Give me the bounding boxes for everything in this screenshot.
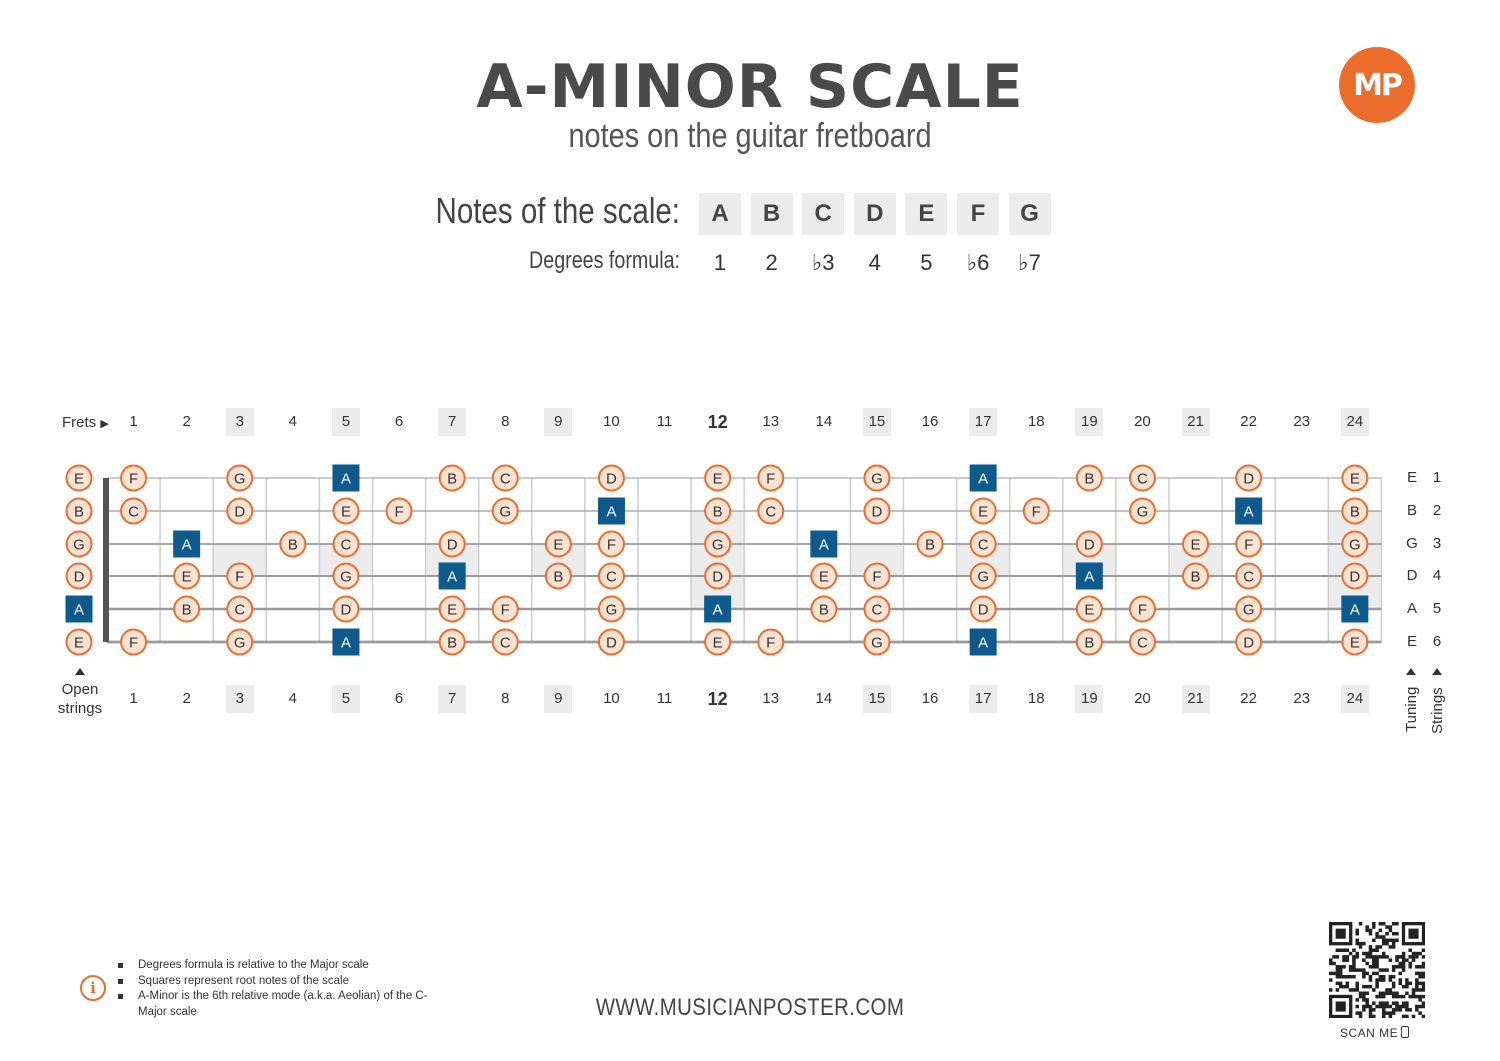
note-label: F: [766, 634, 776, 652]
note-label: A: [712, 601, 723, 619]
note-label: A: [818, 536, 829, 554]
scan-me-text: SCAN ME: [1340, 1026, 1399, 1040]
open-strings-arrow-icon: [75, 668, 85, 675]
scale-degree-4: 5: [920, 250, 933, 275]
open-strings-label: Open strings: [57, 681, 103, 717]
tuning-note: E: [1406, 633, 1417, 650]
bottom-fret-number: 5: [332, 685, 360, 713]
note-label: C: [340, 536, 352, 554]
bottom-fret-number: 23: [1293, 690, 1311, 707]
bottom-fret-number: 1: [129, 690, 138, 707]
note-label: D: [606, 470, 617, 488]
note-label: D: [73, 568, 85, 586]
string-number: 2: [1432, 502, 1442, 519]
note-label: G: [711, 536, 724, 554]
top-fret-number: 21: [1182, 408, 1210, 436]
note-label: D: [1243, 470, 1255, 488]
note-label: G: [1136, 503, 1149, 521]
scale-degree-3: 4: [868, 250, 881, 275]
note-label: F: [128, 634, 139, 652]
scale-note-1: B: [751, 193, 793, 235]
bottom-fret-number: 10: [603, 690, 620, 707]
info-icon: i: [80, 975, 106, 1001]
scale-degree-2: ♭3: [811, 250, 835, 275]
note-label: F: [1137, 601, 1148, 619]
frets-label-text: Frets: [62, 414, 97, 431]
note-label: F: [606, 536, 617, 554]
note-label: E: [818, 568, 829, 586]
note-label: E: [73, 634, 85, 652]
qr-code[interactable]: [1329, 922, 1425, 1018]
bottom-fret-number: 18: [1027, 690, 1045, 707]
note-label: C: [128, 503, 139, 521]
note-label: E: [712, 634, 723, 652]
bottom-fret-number: 13: [762, 690, 780, 707]
page-title: A-MINOR SCALE: [476, 52, 1024, 122]
note-label: B: [287, 536, 298, 554]
top-fret-number: 24: [1341, 408, 1369, 436]
bottom-fret-number: 4: [288, 690, 298, 707]
bottom-fret-number: 22: [1240, 690, 1257, 707]
note-label: F: [128, 470, 139, 488]
top-fret-number: 6: [394, 413, 404, 430]
note-label: G: [1242, 601, 1255, 619]
tuning-label: Tuning: [1403, 686, 1420, 732]
note-label: A: [447, 568, 458, 586]
note-label: A: [340, 634, 351, 652]
note-label: A: [340, 470, 351, 488]
note-label: G: [499, 503, 512, 521]
bottom-fret-number: 9: [544, 685, 572, 713]
footnote-item: Squares represent root notes of the scale: [118, 974, 428, 990]
top-fret-number: 1: [129, 413, 138, 430]
note-label: E: [73, 470, 85, 488]
website-url[interactable]: WWW.MUSICIANPOSTER.COM: [595, 994, 905, 1021]
string-number: 4: [1432, 567, 1442, 584]
note-label: D: [1349, 568, 1361, 586]
note-label: F: [235, 568, 245, 586]
note-label: D: [340, 601, 352, 619]
note-label: F: [394, 503, 404, 521]
note-label: C: [1137, 634, 1148, 652]
note-label: G: [233, 470, 246, 488]
bottom-fret-number: 12: [707, 689, 728, 709]
note-label: E: [1190, 536, 1201, 554]
note-label: C: [606, 568, 617, 586]
tuning-arrow-icon: [1406, 668, 1416, 675]
tuning-note: D: [1406, 567, 1418, 584]
scale-degree-6: ♭7: [1018, 250, 1041, 275]
note-label: B: [925, 536, 936, 554]
note-label: A: [1243, 503, 1254, 521]
note-label: E: [1084, 601, 1095, 619]
note-label: G: [340, 568, 352, 586]
note-label: C: [234, 601, 246, 619]
bottom-fret-number: 11: [656, 690, 673, 707]
footnote-item: A-Minor is the 6th relative mode (a.k.a. Aeolian) of the C-Major scale: [118, 989, 428, 1020]
footnote-item: Degrees formula is relative to the Major scale: [118, 958, 428, 974]
note-label: G: [871, 470, 883, 488]
bottom-fret-number: 7: [438, 685, 466, 713]
note-label: G: [233, 634, 246, 652]
note-label: D: [606, 634, 617, 652]
note-label: G: [605, 601, 618, 619]
note-label: C: [871, 601, 883, 619]
top-fret-number: 5: [332, 408, 360, 436]
bottom-fret-number: 6: [394, 690, 404, 707]
top-fret-number: 13: [762, 413, 780, 430]
note-label: E: [340, 503, 351, 521]
note-label: E: [712, 470, 723, 488]
note-label: F: [766, 470, 776, 488]
top-fret-number: 11: [656, 413, 673, 430]
top-fret-number: 12: [707, 412, 728, 432]
notes-of-scale-label: Notes of the scale:: [435, 190, 680, 231]
scale-note-0: A: [699, 193, 741, 235]
top-fret-number: 17: [969, 408, 997, 436]
note-label: D: [446, 536, 458, 554]
note-label: B: [1084, 470, 1095, 488]
note-label: A: [978, 634, 989, 652]
bottom-fret-number: 15: [863, 685, 891, 713]
degrees-formula-label: Degrees formula:: [529, 247, 680, 274]
tuning-note: E: [1406, 469, 1417, 486]
top-fret-number: 15: [863, 408, 891, 436]
note-label: E: [1349, 470, 1360, 488]
scale-degree-5: ♭6: [966, 250, 990, 275]
strings-arrow-icon: [1432, 668, 1442, 675]
tuning-note: G: [1406, 535, 1418, 552]
tuning-note: B: [1406, 502, 1417, 519]
note-label: G: [1349, 536, 1361, 554]
note-label: C: [1137, 470, 1148, 488]
bottom-fret-number: 8: [501, 690, 510, 707]
note-label: E: [181, 568, 192, 586]
note-label: A: [73, 601, 85, 619]
string-number: 3: [1432, 535, 1442, 552]
note-label: C: [765, 503, 777, 521]
note-label: C: [499, 470, 511, 488]
note-label: D: [234, 503, 246, 521]
string-number: 6: [1432, 633, 1442, 650]
string-number: 1: [1432, 469, 1442, 486]
note-label: F: [1244, 536, 1254, 554]
scale-note-4: E: [905, 193, 947, 235]
top-fret-number: 20: [1134, 413, 1151, 430]
top-fret-number: 4: [288, 413, 298, 430]
scale-note-5: F: [957, 193, 999, 235]
string-number: 5: [1432, 600, 1442, 617]
scan-me-label: [1340, 1026, 1409, 1040]
top-fret-number: 7: [438, 408, 466, 436]
fret-marker-12: [691, 511, 744, 609]
note-label: E: [1349, 634, 1360, 652]
bottom-fret-number: 16: [921, 690, 939, 707]
note-label: B: [447, 634, 458, 652]
note-label: F: [1031, 503, 1041, 521]
scale-degree-0: 1: [713, 250, 727, 275]
note-label: A: [978, 470, 989, 488]
note-label: E: [978, 503, 989, 521]
top-fret-number: 22: [1240, 413, 1257, 430]
bottom-fret-number: 19: [1075, 685, 1103, 713]
bottom-fret-number: 20: [1134, 690, 1151, 707]
fret-marker-24: [1328, 511, 1381, 609]
note-label: F: [872, 568, 882, 586]
top-fret-number: 10: [603, 413, 620, 430]
note-label: A: [1084, 568, 1095, 586]
note-label: A: [606, 503, 617, 521]
nut: [103, 478, 109, 642]
top-fret-number: 19: [1075, 408, 1103, 436]
note-label: C: [1243, 568, 1255, 586]
top-fret-number: 8: [501, 413, 510, 430]
bottom-fret-number: 3: [226, 685, 254, 713]
scale-note-6: G: [1009, 193, 1051, 235]
strings-label: Strings: [1429, 687, 1446, 734]
note-label: D: [1083, 536, 1095, 554]
note-label: B: [73, 503, 85, 521]
note-label: G: [73, 536, 85, 554]
scale-note-2: C: [802, 193, 844, 235]
note-label: D: [712, 568, 724, 586]
note-label: C: [977, 536, 989, 554]
note-label: B: [818, 601, 829, 619]
right-arrow-icon: ▶: [100, 418, 109, 430]
note-label: F: [500, 601, 510, 619]
note-label: E: [447, 601, 458, 619]
top-fret-number: 23: [1293, 413, 1311, 430]
bottom-fret-number: 2: [182, 690, 191, 707]
top-fret-number: 14: [815, 413, 833, 430]
note-label: B: [1349, 503, 1360, 521]
note-label: G: [977, 568, 989, 586]
top-fret-number: 16: [921, 413, 939, 430]
bottom-fret-number: 17: [969, 685, 997, 713]
note-label: B: [447, 470, 458, 488]
top-fret-number: 3: [226, 408, 254, 436]
top-fret-number: 2: [182, 413, 191, 430]
bottom-fret-number: 24: [1341, 685, 1369, 713]
note-label: E: [553, 536, 564, 554]
note-label: D: [1243, 634, 1255, 652]
note-label: C: [499, 634, 511, 652]
bottom-fret-number: 21: [1182, 685, 1210, 713]
top-fret-number: 9: [544, 408, 572, 436]
note-label: B: [181, 601, 192, 619]
note-label: B: [1084, 634, 1095, 652]
note-label: B: [1190, 568, 1201, 586]
scale-degree-1: 2: [765, 250, 778, 275]
top-fret-number: 18: [1027, 413, 1045, 430]
note-label: G: [871, 634, 883, 652]
tuning-note: A: [1406, 600, 1417, 617]
bottom-fret-number: 14: [815, 690, 833, 707]
scale-note-3: D: [854, 193, 896, 235]
note-label: A: [1349, 601, 1360, 619]
page-subtitle: notes on the guitar fretboard: [568, 117, 932, 155]
note-label: D: [871, 503, 883, 521]
musicianposter-logo: MP: [1339, 47, 1415, 123]
phone-icon: [1401, 1026, 1409, 1038]
note-label: D: [977, 601, 989, 619]
note-label: A: [181, 536, 192, 554]
note-label: B: [712, 503, 723, 521]
note-label: B: [553, 568, 564, 586]
